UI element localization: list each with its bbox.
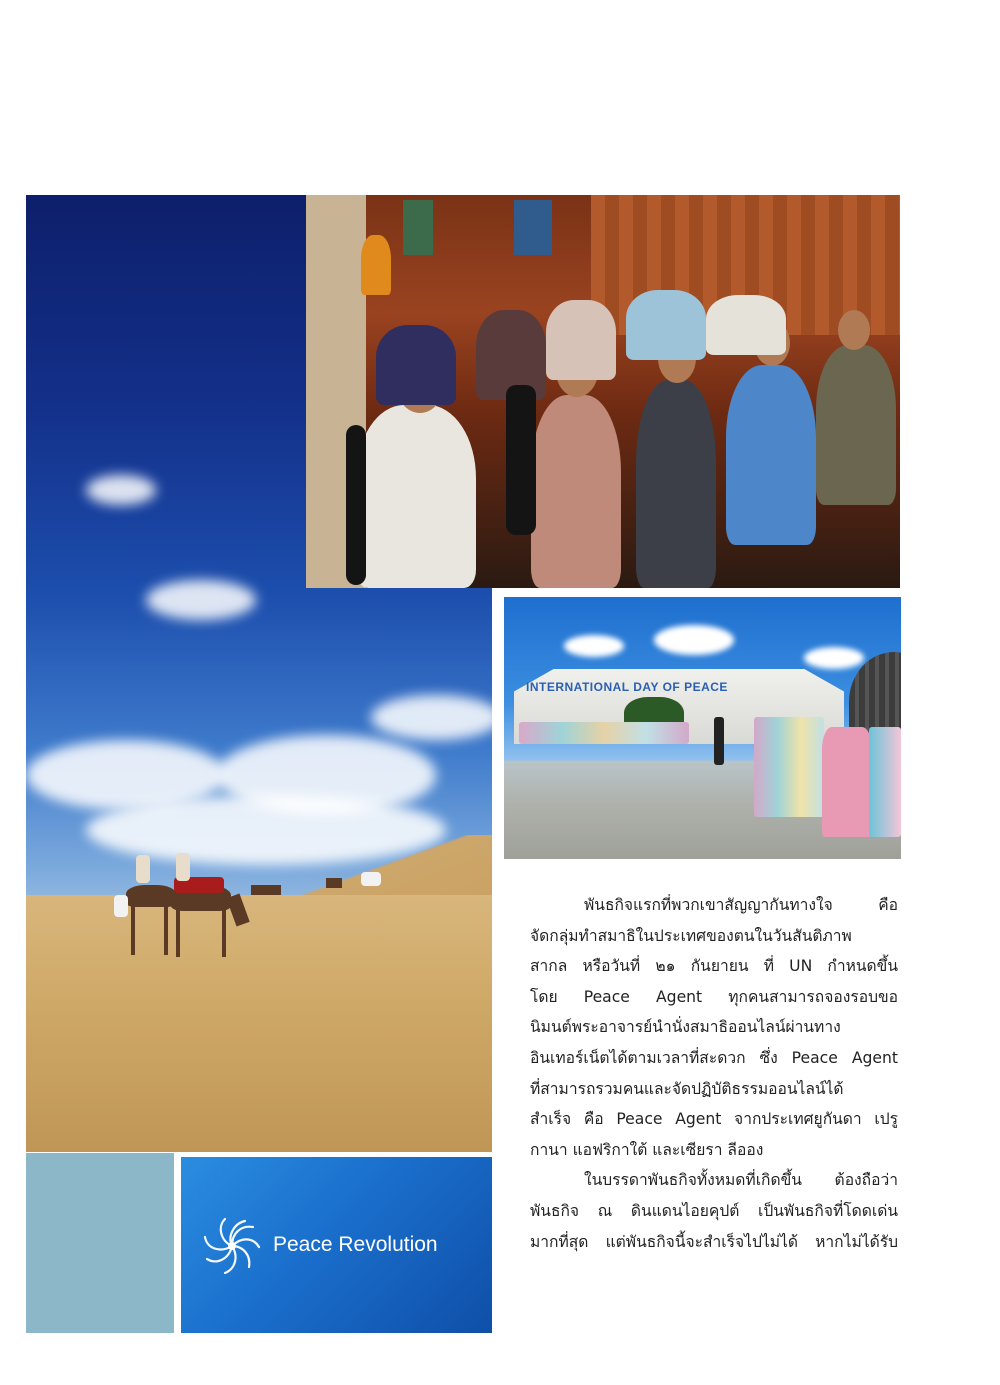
cloud: [564, 635, 624, 657]
wall-painting: [514, 200, 552, 255]
people-queue: [754, 717, 824, 817]
audience-member: [356, 405, 476, 588]
text-line: อินเทอร์เน็ตได้ตามเวลาที่สะดวก ซึ่ง Peace Agent: [530, 1048, 898, 1067]
cloud: [654, 625, 734, 655]
camel-leg: [164, 905, 168, 955]
teal-color-block: [26, 1153, 174, 1333]
text-line: สำเร็จ คือ Peace Agent จากประเทศยูกันดา เปรู: [530, 1110, 898, 1129]
standing-person: [714, 717, 724, 765]
text-line: กานา แอฟริกาใต้ และเซียรา ลีออง: [530, 1140, 764, 1159]
camel-body: [126, 885, 176, 907]
distant-camel: [251, 885, 281, 895]
meditation-room-photo: [306, 195, 900, 588]
camel-leg: [131, 905, 135, 955]
audience-member: [636, 380, 716, 588]
text-line: โดย Peace Agent ทุกคนสามารถจองรอบขอ: [530, 987, 898, 1006]
camel-rider: [136, 855, 150, 883]
chair: [346, 425, 366, 585]
audience-member: [816, 345, 896, 505]
audience-member: [726, 365, 816, 545]
people-queue: [869, 727, 901, 837]
camel-leg: [176, 909, 180, 957]
wall-painting: [403, 200, 433, 255]
cloud: [371, 695, 492, 740]
distant-vehicle: [114, 895, 128, 917]
people-queue: [519, 722, 689, 744]
audience-member: [376, 325, 456, 405]
cloud: [146, 580, 256, 620]
peace-day-banner: INTERNATIONAL DAY OF PEACE: [526, 680, 728, 694]
distant-camel: [326, 878, 342, 888]
audience-member: [626, 290, 706, 360]
audience-member: [546, 300, 616, 380]
logo-text: Peace Revolution: [273, 1233, 438, 1256]
spiral-logo-icon: [201, 1215, 263, 1277]
person-pink-dress: [822, 727, 872, 837]
text-line: นิมนต์พระอาจารย์นำนั่งสมาธิออนไลน์ผ่านทาง: [530, 1018, 841, 1037]
audience-member: [531, 395, 621, 588]
text-line: ในบรรดาพันธกิจทั้งหมดที่เกิดขึ้น ต้องถือว่า: [584, 1171, 898, 1190]
text-line: ที่สามารถรวมคนและจัดปฏิบัติธรรมออนไลน์ได้: [530, 1079, 844, 1098]
audience-head: [838, 310, 870, 350]
distant-vehicle: [361, 872, 381, 886]
peace-day-queue-photo: [504, 597, 901, 859]
camel-leg: [222, 909, 226, 957]
text-line: พันธกิจ ณ ดินแดนไอยคุปต์ เป็นพันธกิจที่โดดเด่น: [530, 1201, 898, 1220]
camel-rider: [176, 853, 190, 881]
text-line: พันธกิจแรกที่พวกเขาสัญญากันทางใจ คือ: [584, 896, 898, 914]
article-body: [530, 890, 898, 1257]
cloud: [86, 475, 156, 505]
peace-revolution-logo-block: [181, 1157, 492, 1333]
audience-member: [706, 295, 786, 355]
monk: [361, 235, 391, 295]
sand-dune: [26, 895, 492, 1152]
text-line: สากล หรือวันที่ ๒๑ กันยายน ที่ UN กำหนดขึ้น: [530, 957, 898, 976]
cloud: [804, 647, 864, 669]
text-line: มากที่สุด แต่พันธกิจนี้จะสำเร็จไปไม่ได้ หากไม่ได้รับ: [530, 1232, 898, 1251]
chair: [506, 385, 536, 535]
text-line: จัดกลุ่มทำสมาธิในประเทศของตนในวันสันติภาพ: [530, 926, 852, 945]
